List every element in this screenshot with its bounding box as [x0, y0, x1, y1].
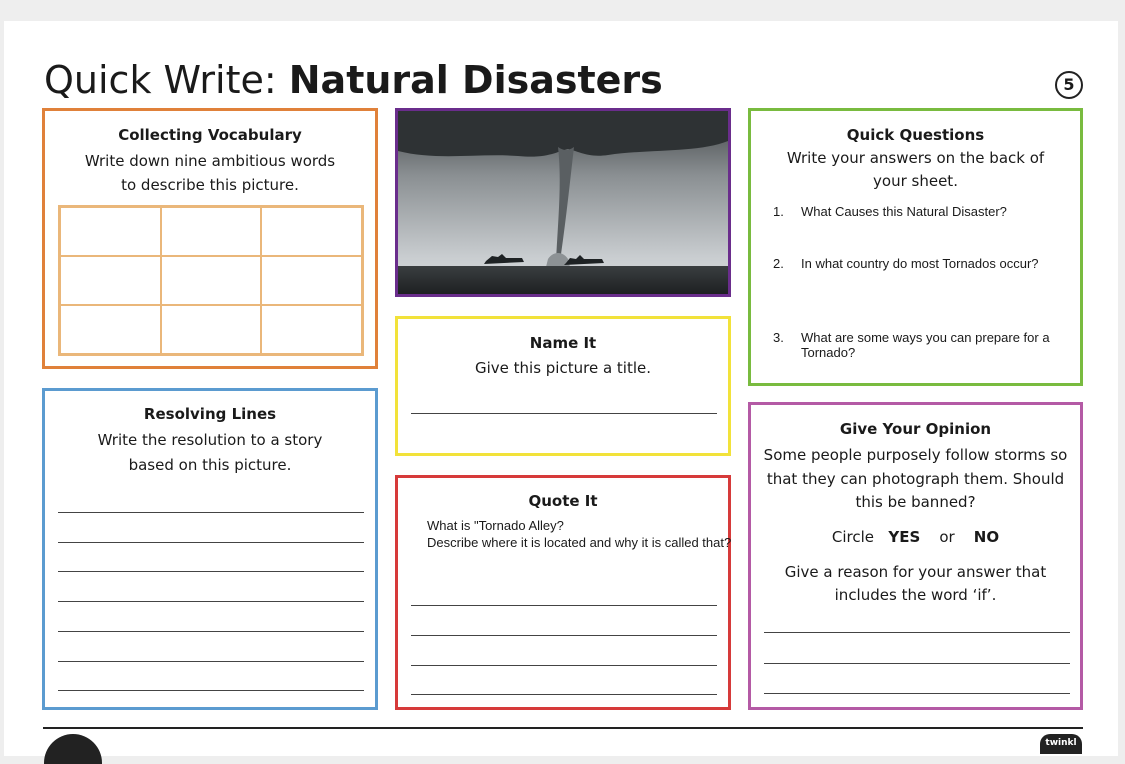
name-it-box — [395, 316, 731, 456]
answer-line[interactable] — [58, 601, 364, 602]
quote-it-question-line1: What is "Tornado Alley? — [427, 518, 564, 533]
quick-questions-instruction-line2: your sheet. — [873, 172, 958, 190]
answer-line[interactable] — [411, 694, 717, 695]
opinion-heading: Give Your Opinion — [839, 420, 992, 438]
opinion-text-line3: this be banned? — [855, 493, 976, 511]
collecting-vocabulary-box — [42, 108, 378, 369]
vocab-cell[interactable] — [160, 206, 263, 257]
vocab-heading: Collecting Vocabulary — [118, 126, 302, 144]
name-it-instruction: Give this picture a title. — [474, 359, 651, 377]
twinkl-logo-right: twinkl — [1040, 734, 1082, 754]
tornado-photo — [395, 108, 731, 297]
answer-line[interactable] — [764, 693, 1070, 694]
footer-divider — [43, 727, 1083, 729]
vocab-cell[interactable] — [260, 206, 363, 257]
vocab-cell[interactable] — [160, 304, 263, 355]
vocabulary-grid — [58, 205, 364, 356]
quick-questions-heading: Quick Questions — [846, 126, 985, 144]
resolving-instruction-line1: Write the resolution to a story — [97, 431, 323, 449]
answer-line[interactable] — [411, 605, 717, 606]
yes-option[interactable]: YES — [888, 528, 921, 546]
quick-questions-box — [748, 108, 1083, 386]
title-bold: Natural Disasters — [288, 58, 663, 102]
answer-line[interactable] — [58, 661, 364, 662]
answer-line[interactable] — [764, 632, 1070, 633]
question-number: 3. — [773, 330, 784, 345]
quote-it-heading: Quote It — [528, 492, 598, 510]
answer-line[interactable] — [58, 571, 364, 572]
question-text: What Causes this Natural Disaster? — [801, 204, 1007, 219]
name-it-heading: Name It — [529, 334, 597, 352]
vocab-cell[interactable] — [59, 255, 162, 306]
tornado-image — [398, 111, 728, 294]
vocab-cell[interactable] — [260, 255, 363, 306]
answer-line[interactable] — [764, 663, 1070, 664]
question-number: 1. — [773, 204, 784, 219]
give-your-opinion-box — [748, 402, 1083, 710]
quick-questions-instruction-line1: Write your answers on the back of — [786, 149, 1045, 167]
answer-line[interactable] — [58, 631, 364, 632]
quote-it-question-line2: Describe where it is located and why it is called that? — [427, 535, 732, 550]
resolving-instruction-line2: based on this picture. — [128, 456, 292, 474]
circle-choice-row — [751, 525, 1080, 549]
answer-line[interactable] — [58, 512, 364, 513]
title-answer-line[interactable] — [411, 413, 717, 414]
vocab-cell[interactable] — [260, 304, 363, 355]
answer-line[interactable] — [58, 542, 364, 543]
opinion-text-line2: that they can photograph them. Should — [766, 470, 1065, 488]
vocab-instruction-line2: to describe this picture. — [121, 176, 299, 194]
resolving-heading: Resolving Lines — [143, 405, 277, 423]
resolving-lines-box — [42, 388, 378, 710]
opinion-text-line1: Some people purposely follow storms so — [763, 446, 1068, 464]
title-lead: Quick Write: — [44, 58, 289, 102]
answer-line[interactable] — [411, 665, 717, 666]
or-label: or — [939, 528, 955, 546]
answer-line[interactable] — [411, 635, 717, 636]
question-number: 2. — [773, 256, 784, 271]
question-text: In what country do most Tornados occur? — [801, 256, 1039, 271]
circle-label: Circle — [831, 528, 875, 546]
question-text: What are some ways you can prepare for a Tornado? — [801, 330, 1050, 360]
vocab-cell[interactable] — [59, 206, 162, 257]
quote-it-box — [395, 475, 731, 710]
page-number-badge: 5 — [1055, 71, 1083, 99]
reason-instruction-line1: Give a reason for your answer that — [784, 563, 1047, 581]
vocab-cell[interactable] — [160, 255, 263, 306]
vocab-cell[interactable] — [59, 304, 162, 355]
page-title — [44, 56, 663, 104]
answer-line[interactable] — [58, 690, 364, 691]
vocab-instruction-line1: Write down nine ambitious words — [84, 152, 336, 170]
no-option[interactable]: NO — [973, 528, 1000, 546]
reason-instruction-line2: includes the word ‘if’. — [834, 586, 997, 604]
